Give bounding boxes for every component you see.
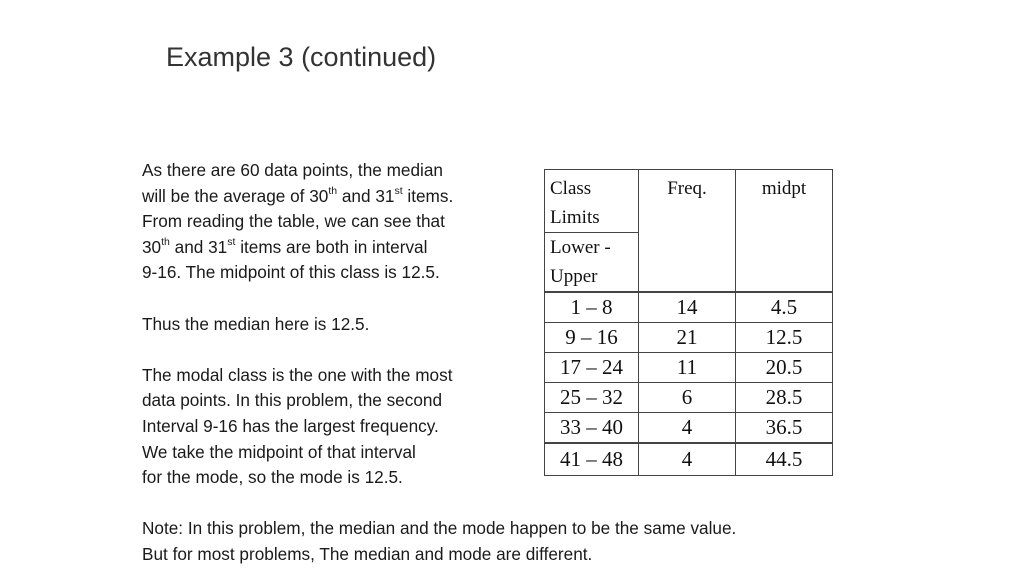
text-line: We take the midpoint of that interval — [142, 441, 416, 462]
text-line: 30th and 31st items are both in interval — [142, 236, 428, 257]
freq-cell: 4 — [639, 413, 736, 444]
median-statement: Thus the median here is 12.5. — [142, 313, 370, 334]
frequency-table — [544, 169, 833, 476]
table-row — [545, 383, 833, 413]
text-line: 9-16. The midpoint of this class is 12.5. — [142, 262, 440, 283]
interval-cell: 33 – 40 — [545, 413, 639, 444]
freq-cell: 4 — [639, 443, 736, 476]
freq-cell: 6 — [639, 383, 736, 413]
explanation-text — [142, 158, 522, 491]
note-line: Note: In this problem, the median and the mode happen to be the same value. — [142, 518, 737, 538]
midpt-cell: 28.5 — [736, 383, 833, 413]
interval-cell: 17 – 24 — [545, 353, 639, 383]
freq-cell: 11 — [639, 353, 736, 383]
text-line: for the mode, so the mode is 12.5. — [142, 467, 403, 488]
midpt-cell: 12.5 — [736, 323, 833, 353]
freq-cell: 21 — [639, 323, 736, 353]
table-row — [545, 292, 833, 323]
interval-cell: 1 – 8 — [545, 292, 639, 323]
text-line: As there are 60 data points, the median — [142, 160, 443, 180]
slide-title: Example 3 (continued) — [166, 42, 437, 72]
midpt-cell: 36.5 — [736, 413, 833, 444]
text-line: will be the average of 30th and 31st items. — [142, 184, 454, 206]
text-line: The modal class is the one with the most — [142, 364, 453, 385]
header-class-limits: Class Limits — [545, 170, 639, 233]
note-text — [142, 516, 736, 567]
table-row — [545, 443, 833, 476]
text-line: data points. In this problem, the second — [142, 390, 443, 411]
interval-cell: 25 – 32 — [545, 383, 639, 413]
header-midpt: midpt — [736, 170, 833, 293]
text-line: Interval 9-16 has the largest frequency. — [142, 415, 439, 436]
table-row — [545, 353, 833, 383]
interval-cell: 41 – 48 — [545, 443, 639, 476]
table-row — [545, 413, 833, 444]
midpt-cell: 20.5 — [736, 353, 833, 383]
header-lower-upper: Lower - Upper — [545, 233, 639, 293]
freq-cell: 14 — [639, 292, 736, 323]
interval-cell: 9 – 16 — [545, 323, 639, 353]
midpt-cell: 44.5 — [736, 443, 833, 476]
table-row — [545, 323, 833, 353]
text-line: From reading the table, we can see that — [142, 211, 445, 232]
midpt-cell: 4.5 — [736, 292, 833, 323]
note-line: But for most problems, The median and mode are different. — [142, 543, 593, 564]
header-freq: Freq. — [639, 170, 736, 293]
